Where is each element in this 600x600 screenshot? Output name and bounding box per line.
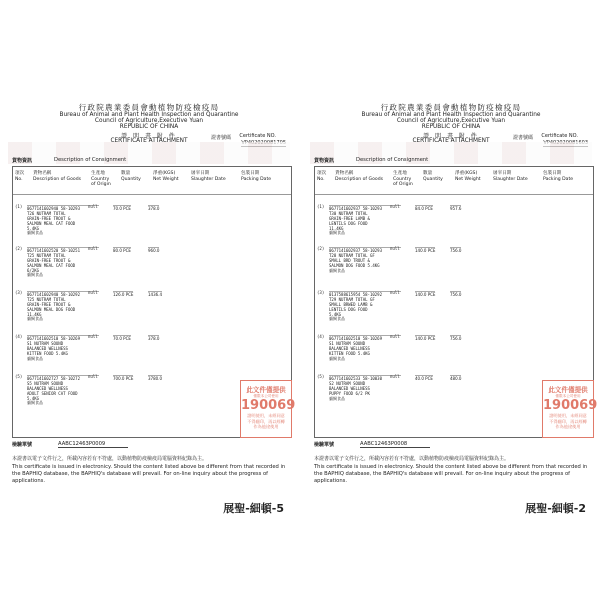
- row-origin: null: [88, 334, 98, 339]
- row-origin: null: [88, 246, 98, 251]
- row-origin: null: [390, 204, 400, 209]
- certificate-page-left: [8, 100, 296, 530]
- row-description: 0677141602940 58-10292 T25 NUTRAM TOTAL GRAIN-FREE TROUT & SALMON MEAL DOG FOOD 11.4KG 貓飼食品: [27, 291, 99, 322]
- row-net-weight: 756.0: [450, 336, 462, 341]
- certificate-no-label-en: Certificate NO.: [239, 133, 276, 140]
- row-quantity: 70.0 PCE: [113, 206, 131, 211]
- col-header-origin: 生產地 Country of Origin: [91, 171, 111, 188]
- row-number: (2): [15, 246, 23, 251]
- inspection-no-value: AABC12463P0008: [360, 441, 430, 448]
- col-header-desc: 貨物名稱 Description of Goods: [335, 171, 384, 182]
- col-header-slaughter: 屠宰日期 Slaughter Date: [191, 171, 226, 182]
- row-number: (5): [317, 374, 325, 379]
- watermark-stamp: 此文件僅提供 僅限本公司使用 190069 證明使用，未經同意 不得翻印，再以經轉 作為他途使用: [240, 380, 292, 438]
- agency-country: REPUBLIC OF CHINA: [421, 124, 481, 131]
- row-origin: null: [390, 334, 400, 339]
- attachment-title-zh: 證 明 書 附 件: [423, 133, 479, 141]
- inspection-no-label: 檢驗單號: [12, 442, 33, 448]
- agency-header: [310, 104, 592, 130]
- certificate-no-label-zh: 證書號碼: [211, 135, 232, 142]
- row-number: (3): [15, 290, 23, 295]
- row-quantity: 84.0 PCE: [415, 206, 433, 211]
- watermark-band: [310, 142, 592, 164]
- row-description: 0677141602937 58-10293 T30 NUTRAM TOTAL GRAIN-FREE LAMB & LENTILS DOG FOOD 11.4KG 貓飼食品: [329, 205, 401, 236]
- row-net-weight: 480.0: [450, 376, 462, 381]
- col-header-slaughter: 屠宰日期 Slaughter Date: [493, 171, 528, 182]
- row-quantity: 70.0 PCE: [113, 336, 131, 341]
- col-header-weight: 淨重(KGS) Net Weight: [153, 171, 179, 182]
- row-number: (4): [15, 334, 23, 339]
- row-net-weight: 3780.0: [148, 376, 162, 381]
- row-net-weight: 378.0: [148, 206, 160, 211]
- watermark-stamp: 此文件僅提供 僅限本公司使用 190069 證明使用，未經同意 不得翻印，再以經轉 作為他途使用: [542, 380, 594, 438]
- row-origin: null: [390, 374, 400, 379]
- agency-name-zh: 行政院農業委員會動植物防疫檢疫局: [78, 103, 220, 112]
- row-number: (3): [317, 290, 325, 295]
- row-quantity: 80.0 PCE: [113, 248, 131, 253]
- row-number: (4): [317, 334, 325, 339]
- handwritten-reference: 展聖-細頓-2: [525, 502, 586, 515]
- row-description: 0677141602510 58-10269 S1 NUTRAM SOUND BALANCED WELLNESS KITTEN FOOD 5.4KG 貓飼食品: [27, 335, 99, 361]
- row-number: (1): [15, 204, 23, 209]
- row-number: (2): [317, 246, 325, 251]
- row-quantity: 126.0 PCE: [113, 292, 134, 297]
- consignment-label-zh: 貨物資訊: [12, 158, 33, 164]
- agency-council: Council of Agriculture,Executive Yuan: [396, 118, 506, 125]
- note-en: This certificate is issued in electronicy. Should the content listed above be different from that recorded in the BAPHIQ database, the BAPHIQ's database will prevail. For on-line inquiry about the progress of applications.: [314, 464, 588, 485]
- handwritten-reference: 展聖-細頓-5: [223, 502, 284, 515]
- row-description: 0677141602510 58-10269 S1 NUTRAM SOUND BALANCED WELLNESS KITTEN FOOD 5.4KG 貓飼食品: [329, 335, 401, 361]
- row-quantity: 140.0 PCE: [415, 336, 436, 341]
- row-description: 0677141602937 58-10293 T28 NUTRAM TOTAL GF SMALL BRD TROUT & SALMON DOG FOOD 5.4KG 貓飼食品: [329, 247, 401, 273]
- agency-header: [8, 104, 290, 130]
- header-divider: [13, 194, 291, 195]
- agency-name-zh: 行政院農業委員會動植物防疫檢疫局: [380, 103, 522, 112]
- row-net-weight: 756.0: [450, 292, 462, 297]
- row-description: 0677141602940 58-10293 T26 NUTRAM TOTAL GRAIN-FREE TROUT & SALMON MEAL CAT FOOD 5.4KG 貓飼食品: [27, 205, 99, 236]
- note-zh: 本證書以電子文件行之，所載內容若有不符處，以動植物防疫檢疫局電腦資料紀錄為主。: [12, 456, 208, 462]
- col-header-packing: 包裝日期 Packing Date: [241, 171, 272, 182]
- agency-name-en: Bureau of Animal and Plant Health Inspection and Quarantine: [361, 111, 541, 118]
- col-header-qty: 數量 Quantity: [423, 171, 443, 182]
- header-divider: [315, 194, 593, 195]
- row-origin: null: [88, 204, 98, 209]
- row-net-weight: 1436.4: [148, 292, 162, 297]
- row-description: 0677141602727 58-10272 S5 NUTRAM SOUND BALANCED WELLNESS ADULT SENIOR CAT FOOD 5.4KG 貓飼食品: [27, 375, 99, 406]
- row-number: (5): [15, 374, 23, 379]
- agency-council: Council of Agriculture,Executive Yuan: [94, 118, 204, 125]
- row-quantity: 40.0 PCE: [415, 376, 433, 381]
- consignment-label-en: Description of Consignment: [356, 157, 429, 163]
- row-origin: null: [88, 374, 98, 379]
- row-quantity: 140.0 PCE: [415, 248, 436, 253]
- row-net-weight: 957.6: [450, 206, 462, 211]
- col-header-packing: 包裝日期 Packing Date: [543, 171, 574, 182]
- row-net-weight: 756.0: [450, 248, 462, 253]
- row-description: 0137588615954 58-10292 T29 NUTRAM TOTAL GF SMALL BRWED LAMB & LENTILS DOG FOOD 5.4KG 貓飼食品: [329, 291, 401, 322]
- certificate-no-label-en: Certificate NO.: [541, 133, 578, 140]
- attachment-title-zh: 證 明 書 附 件: [121, 133, 177, 141]
- col-header-qty: 數量 Quantity: [121, 171, 141, 182]
- row-origin: null: [390, 290, 400, 295]
- consignment-label-en: Description of Consignment: [54, 157, 127, 163]
- row-origin: null: [390, 246, 400, 251]
- consignment-label-zh: 貨物資訊: [314, 158, 335, 164]
- col-header-desc: 貨物名稱 Description of Goods: [33, 171, 82, 182]
- agency-country: REPUBLIC OF CHINA: [119, 124, 179, 131]
- certificate-page-right: [310, 100, 598, 530]
- inspection-no-label: 檢驗單號: [314, 442, 335, 448]
- certificate-no-label-zh: 證書號碼: [513, 135, 534, 142]
- col-header-no: 項次 No.: [317, 171, 327, 182]
- col-header-origin: 生產地 Country of Origin: [393, 171, 413, 188]
- col-header-weight: 淨重(KGS) Net Weight: [455, 171, 481, 182]
- row-net-weight: 960.0: [148, 248, 160, 253]
- row-origin: null: [88, 290, 98, 295]
- col-header-no: 項次 No.: [15, 171, 25, 182]
- row-quantity: 140.0 PCE: [415, 292, 436, 297]
- note-zh: 本證書以電子文件行之，所載內容若有不符處，以動植物防疫檢疫局電腦資料紀錄為主。: [314, 456, 510, 462]
- row-net-weight: 378.0: [148, 336, 160, 341]
- row-description: 0677141602533 58-10030 S2 NUTRAM SOUND BALANCED WELLNESS PUPPY FOOD 6/2 PK 貓飼食品: [329, 375, 401, 401]
- inspection-no-value: AABC12463P0009: [58, 441, 128, 448]
- watermark-band: [8, 142, 290, 164]
- agency-name-en: Bureau of Animal and Plant Health Inspection and Quarantine: [59, 111, 239, 118]
- row-description: 0677141602520 58-10251 T25 NUTRAM TOTAL GRAIN-FREE TROUT & SALMON MEAL CAT FOOD 6/2KG 貓飼食品: [27, 247, 99, 278]
- note-en: This certificate is issued in electronicy. Should the content listed above be different from that recorded in the BAPHIQ database, the BAPHIQ's database will prevail. For on-line inquiry about the progress of applications.: [12, 464, 286, 485]
- row-quantity: 700.0 PCE: [113, 376, 134, 381]
- row-number: (1): [317, 204, 325, 209]
